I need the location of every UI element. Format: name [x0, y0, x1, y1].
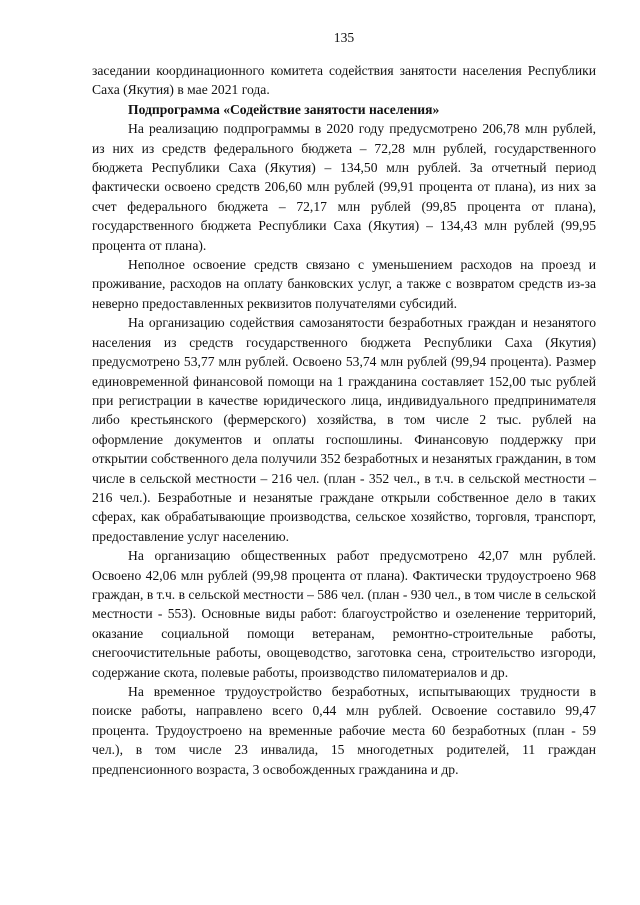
- paragraph: На реализацию подпрограммы в 2020 году предусмотрено 206,78 млн рублей, из них из средств федерального бюджета – 72,28 млн рублей, государственного бюджета Республики Саха (Якутия) – 134,50 млн рублей. За отчетный период фактически освоено средств 206,60 млн рублей (99,91 процента от плана), из них за счет федерального бюджета – 72,17 млн рублей (99,85 процента от плана), государственного бюджета Республики Саха (Якутия) – 134,43 млн рублей (99,95 процента от плана).: [92, 121, 596, 253]
- paragraph: На организацию общественных работ предусмотрено 42,07 млн рублей. Освоено 42,06 млн рублей (99,98 процента от плана). Фактически трудоустроено 968 граждан, в т.ч. в сельской местности – 586 чел. (план - 930 чел., в том числе в сельской местности - 553). Основные виды работ: благоустройство и озеленение территорий, оказание социальной помощи ветеранам, ремонтно-строительные работы, снегоочистительные работы, овощеводство, заготовка сена, строительство изгороди, содержание скота, полевые работы, производство пиломатериалов и др.: [92, 548, 596, 680]
- paragraph: Неполное освоение средств связано с уменьшением расходов на проезд и проживание, расходов на оплату банковских услуг, а также с возвратом средств из-за неверно предоставленных реквизитов получателями субсидий.: [92, 257, 596, 311]
- page-number: 135: [333, 30, 355, 45]
- paragraph: На временное трудоустройство безработных, испытывающих трудности в поиске работы, направлено всего 0,44 млн рублей. Освоение составило 99,47 процента. Трудоустроено на временные рабочие места 60 безработных (план - 59 чел.), в том числе 23 инвалида, 15 многодетных родителей, 11 граждан предпенсионного возраста, 3 освобожденных гражданина и др.: [92, 684, 596, 777]
- paragraph-continuation: заседании координационного комитета содействия занятости населения Республики Саха (Якутия) в мае 2021 года.: [92, 63, 596, 98]
- paragraph: На организацию содействия самозанятости безработных граждан и незанятого населения из средств государственного бюджета Республики Саха (Якутия) предусмотрено 53,77 млн рублей. Освоено 53,74 млн рублей (99,94 процента). Размер единовременной финансовой помощи на 1 гражданина составляет 152,00 тыс рублей при регистрации в качестве юридического лица, индивидуального предпринимателя либо крестьянского (фермерского) хозяйства, в том числе 2 тыс. рублей на оформление документов и оплаты госпошлины. Финансовую поддержку при открытии собственного дела получили 352 безработных и незанятых гражданин, в том числе в сельской местности – 216 чел. (план - 352 чел., в т.ч. в сельской местности – 216 чел.). Безработные и незанятые граждане открыли собственное дело в таких сферах, как обрабатывающие производства, сельское хозяйство, торговля, транспорт, предоставление услуг населению.: [92, 315, 596, 544]
- document-body: [92, 61, 596, 779]
- section-heading: Подпрограмма «Содействие занятости населения»: [128, 101, 440, 117]
